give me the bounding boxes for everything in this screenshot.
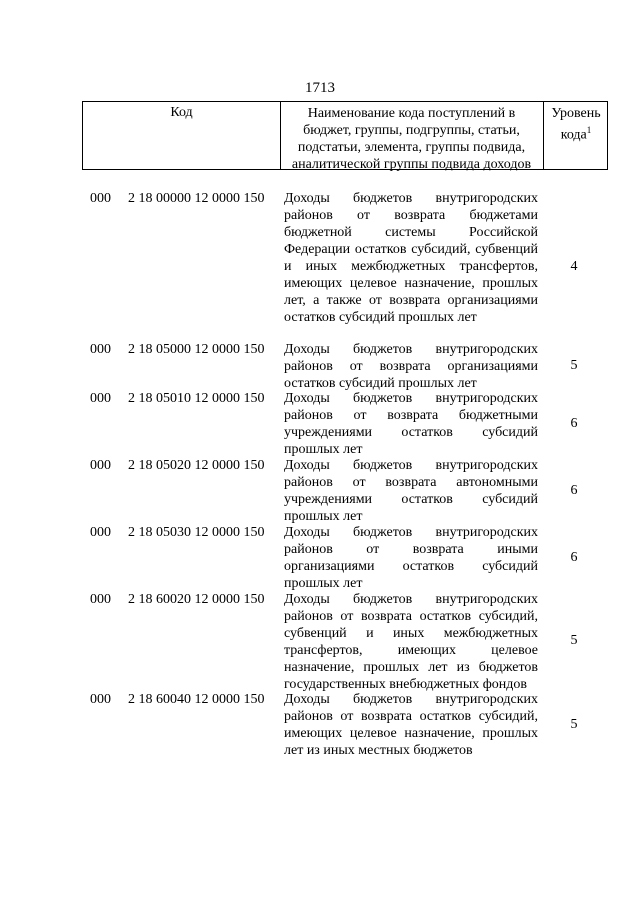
code-level: 6 [570,550,578,565]
income-code: 2 18 05030 12 0000 150 [128,525,265,540]
header-name [280,105,543,173]
income-code: 2 18 05020 12 0000 150 [128,458,265,473]
income-description: Доходы бюджетов внутригородских районов от возврата иными организациями остатков субсидий прошлых лет [284,525,538,591]
income-description: Доходы бюджетов внутригородских районов от возврата остатков субсидий, субвенций и иных межбюджетных трансфертов, имеющих целевое назначение, прошлых лет из бюджетов государственных внебюджетных фондов [284,592,538,692]
income-description: Доходы бюджетов внутригородских районов от возврата бюджетными учреждениями остатков субсидий прошлых лет [284,391,538,457]
page-number: 1713 [305,80,335,96]
header-name-line: Наименование кода поступлений в [307,106,516,121]
header-level-line [543,122,609,144]
header-name-line: подстатьи, элемента, группы подвида, [297,140,526,155]
header-level-text: кода [560,127,587,143]
income-description: Доходы бюджетов внутригородских районов от возврата организациями остатков субсидий прошлых лет [284,342,538,391]
admin-code: 000 [90,191,111,206]
code-level: 5 [570,358,578,373]
code-level: 6 [570,416,578,431]
admin-code: 000 [90,592,111,607]
income-code: 2 18 00000 12 0000 150 [128,191,265,206]
income-code: 2 18 60020 12 0000 150 [128,592,265,607]
table-header [82,101,608,170]
admin-code: 000 [90,342,111,357]
code-level: 4 [570,259,578,274]
code-level: 5 [570,717,578,732]
income-description: Доходы бюджетов внутригородских районов от возврата остатков субсидий, имеющих целевое назначение, прошлых лет из иных местных бюджетов [284,692,538,758]
admin-code: 000 [90,391,111,406]
admin-code: 000 [90,525,111,540]
header-level-line: Уровень [551,106,601,121]
income-code: 2 18 05010 12 0000 150 [128,391,265,406]
code-level: 5 [570,633,578,648]
income-description: Доходы бюджетов внутригородских районов от возврата автономными учреждениями остатков субсидий прошлых лет [284,458,538,524]
income-code: 2 18 60040 12 0000 150 [128,692,265,707]
income-description: Доходы бюджетов внутригородских районов от возврата бюджетами бюджетной системы Российской Федерации остатков субсидий, субвенций и иных межбюджетных трансфертов, имеющих целевое назначение, прошлых лет, а также от возврата организациями остатков субсидий прошлых лет [284,191,538,325]
header-code: Код [170,105,193,120]
header-level [543,105,609,144]
header-name-line: аналитической группы подвида доходов [291,157,532,172]
footnote-mark: 1 [586,125,592,135]
income-code: 2 18 05000 12 0000 150 [128,342,265,357]
header-name-line: бюджет, группы, подгруппы, статьи, [303,123,520,138]
admin-code: 000 [90,458,111,473]
admin-code: 000 [90,692,111,707]
code-level: 6 [570,483,578,498]
